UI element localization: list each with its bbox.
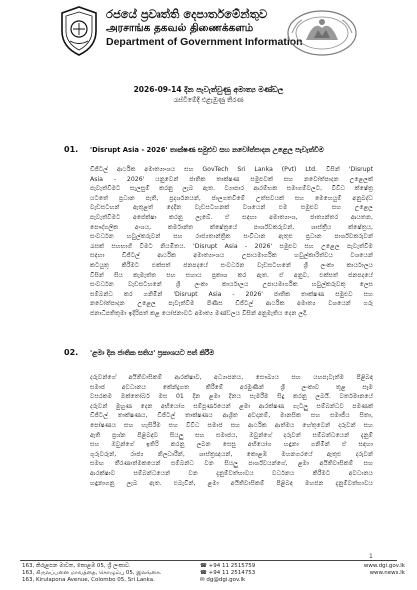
body-line: පෞද්ගලික අංශය, කර්මාන්ත ක්ෂේත්‍රයේ පාර්ශ්වකරුවන්, ශාස්ත්‍රීය ක්ෂේත්‍රය, (90, 223, 373, 231)
body-line: Asia - 2026' යනුවෙන් ජාතික තාක්ෂණ සමුළුවක් සහ නවෝත්පාදන උළෙලක් (90, 175, 373, 183)
body-line: සංවර්ධන හවුල්කරුවන් සහ රාජ්‍යතාන්ත්‍රික සංවිධාන ඇතුළු ප්‍රධාන පාර්ශ්වකරුවන් (90, 233, 373, 241)
address-sinhala: 163, කිරුළපන මාවත, කොළඹ 05, ශ්‍රී ලංකාව. (22, 563, 131, 569)
item-number: 02. (64, 348, 79, 357)
fax-number: ☎ +94 11 2514753 (200, 570, 256, 576)
phone-number: ☎ +94 11 2515759 (200, 563, 256, 569)
item-number: 01. (64, 145, 79, 154)
item-body (90, 373, 373, 488)
body-line: දරුවන්ගේ අයිතිවාසිකම් ආරක්ෂාව, අධ්‍යාපනය, සෞඛ්‍යය සහ යහපැවැත්ම පිළිබඳ (90, 374, 373, 381)
body-line: පැවැත්වීමට අපේක්ෂා කරනු ලැබේ. ඒ සඳහා අමාත්‍යාංශ, ජාත්‍යන්තර ආයතන, (90, 213, 373, 221)
body-line: ඩිජිටල් තාක්ෂණය, ඩිජිටල් තාක්ෂණය ආශ්‍රිත අවදානම්, මානසික සහ සමාජීය සිතා, (90, 412, 373, 420)
body-line: සමාජ අවධානය කේන්ද්‍රගත කිරීමේ අරමුණින් ශ්‍රී ලංකාව තුළ සෑම (90, 383, 373, 391)
body-line: හඳුනාගනු ලැබ ඇත. එබැවින්, ළමා අයිතිවාසිකම් පිළිබඳ මහජන දැනුම්වත්භාවය (90, 479, 373, 487)
footer (0, 563, 417, 590)
body-line: යටතේ ප්‍රධාන පැති, ප්‍රදර්ශනයන්, ජාලගතවීමේ උත්සවයක් සහ මෙහෙයුම් අනුබද්ධ (90, 194, 373, 202)
body-line: සහ ඔවුන්ගේ ඉතිරි කරනු ලබන සෙසු අභියෝග හඳුනා ගනිමින් ඒ සඳහා (90, 441, 373, 449)
government-seal-icon (58, 5, 100, 57)
national-emblem-icon (284, 8, 360, 58)
body-line: නවෝත්පාදන උළෙල පැවැත්වීම පිණිස ඩිජිටල් ආර්ථික අමාත්‍ය වශයෙන් ගරු (90, 300, 373, 308)
body-line: සම්බන්ධ කර ගනිමින් 'Disrupt Asia - 2026' ජාතික තාක්ෂණ සමුළුව සහ (90, 290, 373, 298)
body-line: ගුරුවරුන්, රාජ්‍ය නිලධාරීන්, ශාස්ත්‍රඥයන්, කොළඹ මහනගරයේ ඇතුළු දරුවන් (90, 450, 373, 458)
body-line: වැඩසටහන් ඇතුළත් දෙදින වැඩසටහනක් වශයෙන් එම සමුළුව සහ උළෙල (90, 204, 373, 212)
department-name-english: Department of Government Information (106, 36, 303, 48)
decision-subtitle: රැස්වීමේදී එළැඹුණු තීරණ (173, 96, 244, 104)
department-names (106, 7, 303, 49)
body-line: විසින් සිය කැමැත්ත සහ සහාය ප්‍රකාශ කර ඇත. ඒ අනුව, එක්සත් ජනපදයේ (90, 271, 373, 279)
body-line: ජනාධිපතිතුමා ඉදිරිපත් කළ යෝජනාවට අමාත්‍ය මණ්ඩලය විසින් අනුමැතිය දෙන ලදී. (90, 309, 308, 317)
decision-date-title: 2026-09-14 දින පැවැත්වුණු අමාත්‍ය මණ්ඩල (133, 85, 284, 94)
footer-divider (20, 560, 397, 561)
item-title: 'Disrupt Asia - 2026' තාක්ෂණ සමුළුව සහ නවෝත්පාදන උළෙල පැවැත්වීම (90, 146, 324, 154)
department-name-sinhala: රජයේ ප්‍රවෘත්ති දෙපාර්තමේන්තුව (106, 7, 268, 21)
footer-address (22, 563, 192, 584)
item-body (90, 165, 373, 319)
letterhead (0, 0, 417, 72)
body-line: රැසක් සහභාගි වීමට නියමිතය. 'Disrupt Asia - 2026' සමුළුව සහ උළෙල පැවැත්වීම (90, 242, 373, 250)
body-line: වසරකම ඔක්තෝබර් මස 01 දින ළමා දිනය සැමරීම සිදු කරනු ලබයි. වර්තමානයේ (90, 393, 373, 401)
body-line: සමඟ තීරණාත්මකයෙන් සම්බන්ධ වන සියලු පාර්ශ්වයන්ගේ, ළමා අයිතිවාසිකම් සහ (90, 460, 373, 468)
department-name-tamil: அரசாங்க தகவல் திணைக்களம் (106, 22, 254, 34)
page-number: 1 (369, 553, 373, 560)
footer-contacts (200, 563, 320, 584)
address-tamil: 163, கிருலப்பனை மாவத்தை, கொழும்பு 05, இலங்கை. (22, 570, 162, 576)
body-line: පෝෂණය සහ හැසිරීම සහ විවිධ සමාජ සහ ආර්ථික ආත්මය හේතුවෙන් දරුවන් සහ (90, 421, 373, 429)
body-line: ඩිජිටල් ආර්ථික අමාත්‍යාංශය සහ GovTech Sri Lanka (Pvt) Ltd. විසින් 'Disrupt (90, 166, 373, 173)
body-line: සඳහා ඩිජිටල් ආර්ථික අමාත්‍යාංශය උපායමාර්ගික හවුල්කාරිත්වය වශයෙන් (90, 252, 373, 260)
website-link[interactable]: www.news.lk (369, 570, 405, 576)
body-line: පැවැත්වීමට සැලසුම් කරනු ලැබ ඇත. ව්‍යාපාර ආරම්භක සමාගම්වලට, විවිධ ක්ෂේත්‍ර (90, 185, 373, 193)
body-line: දරුවන් මුහුණ දෙන අභියෝග සම්පූර්ණයෙන් ළමා ආරක්ෂණ ගැටලු සම්බන්ධව පමණක් (90, 402, 373, 410)
email-address[interactable]: ✉ dg@dgi.gov.lk (200, 577, 246, 583)
item-title: 'ළමා දින ජාතික සතිය' ප්‍රකාශයට පත් කිරීම (90, 349, 214, 357)
address-english: 163, Kirulapona Avenue, Colombo 05, Sri Lanka. (22, 577, 155, 583)
body-line: කටයුතු කිරීමට එක්සත් ජනපදයේ සංවර්ධන වැඩසටහනේ ශ්‍රී ලංකා කාර්යාලය (90, 261, 373, 269)
body-line: සංවර්ධන වැඩසටහනේ ශ්‍රී ලංකා කාර්යාලය උපායමාර්ගික හවුල්කරුවකු ලෙස (90, 281, 373, 289)
website-link[interactable]: www.dgi.gov.lk (363, 563, 405, 569)
body-line: ඇති ප්‍රශ්න පිළිබඳව සියලු සහ සමාජය, ඔවුන්ගේ දරුවන් සම්බන්ධයෙන් දැනුම් (90, 431, 373, 439)
body-line: ආරක්ෂාව සම්බන්ධයෙන් වන දැනුම්වත්භාවය වර්ධනය කිරීමට අවධානය (90, 469, 373, 477)
footer-websites (345, 563, 405, 577)
